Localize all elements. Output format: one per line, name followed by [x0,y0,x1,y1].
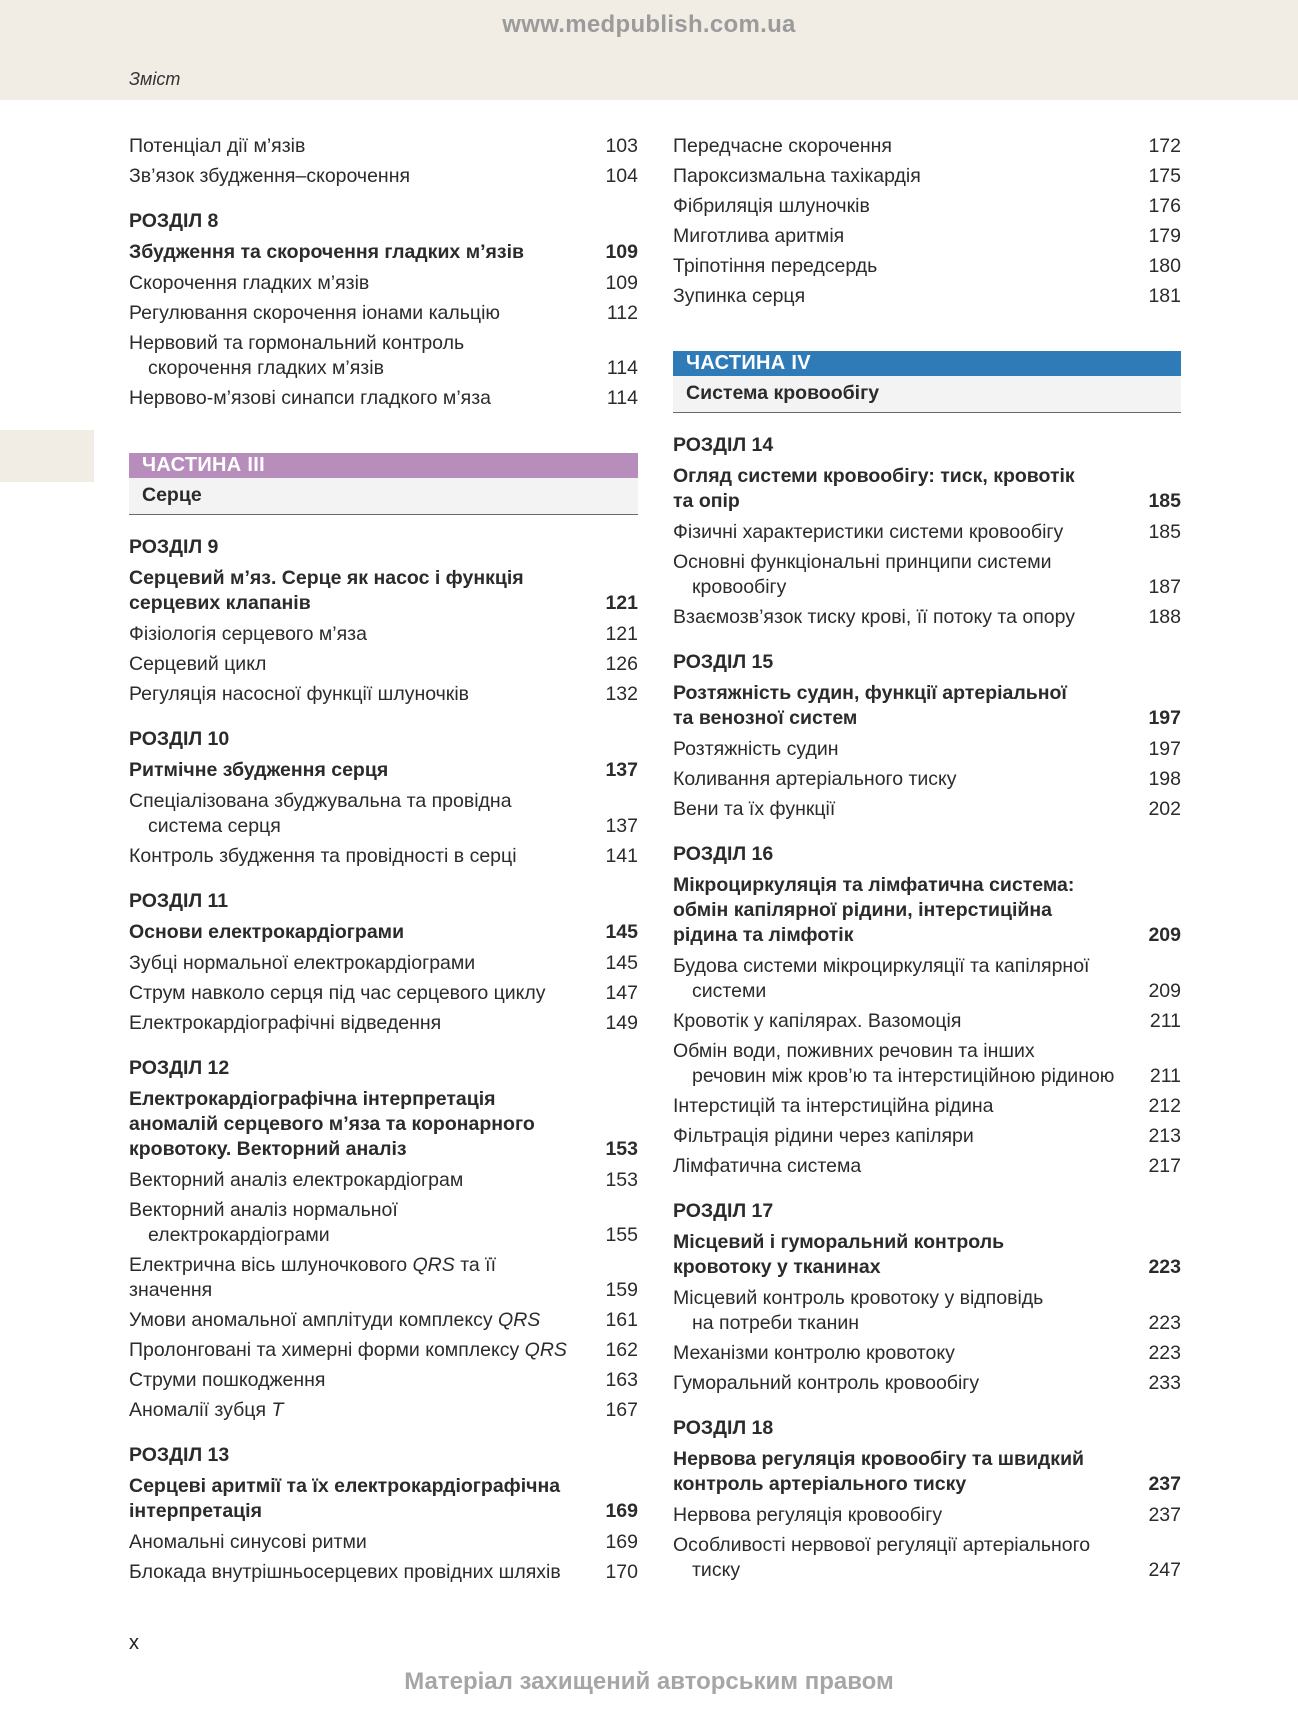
toc-entry [673,1371,1181,1396]
toc-entry-title [673,134,1133,159]
toc-entry-title-text: Струми пошкодження [129,1369,326,1391]
toc-entry-title-text: Нервово-м’язові синапси гладкого м’яза [129,387,491,409]
toc-entry-title [129,652,590,677]
toc-entry-title-text: Серцевий цикл [129,653,267,675]
toc-entry-title-text: Будова системи мікроциркуляції та капілярної [673,955,1090,977]
toc-entry-title-text: Контроль збудження та провідності в серці [129,845,517,867]
part-label: ЧАСТИНА IV [673,351,1181,376]
toc-entry-page: 175 [1148,165,1181,187]
chapter-page: 223 [1148,1256,1181,1278]
chapter-label: РОЗДІЛ 13 [129,1444,230,1466]
toc-entry-title [129,1338,590,1363]
toc-entry-title-text: Обмін води, поживних речовин та інших [673,1040,1035,1062]
chapter-title-line: контроль артеріального тиску [673,1473,967,1495]
part-title: Серце [129,478,638,515]
toc-entry [129,1168,638,1193]
toc-entry-title [129,951,590,976]
chapter-title-line: обмін капілярної рідини, інтерстиційна [673,899,1053,921]
toc-entry-title-tail: та її значення [129,1254,497,1301]
toc-entry-title [129,164,590,189]
toc-entry-page: 198 [1148,768,1181,790]
toc-entry-title-text: Нервова регуляція кровообігу [673,1504,943,1526]
chapter-title [129,1474,638,1524]
chapter-label: РОЗДІЛ 14 [673,434,774,456]
toc-entry-title-text: Тріпотіння передсердь [673,255,878,277]
chapter-page: 153 [605,1138,638,1160]
chapter-label: РОЗДІЛ 11 [129,890,229,912]
toc-entry [129,981,638,1006]
chapter-title-line: Електрокардіографічна інтерпретація [129,1088,496,1110]
toc-entry-title-text: Струм навколо серця під час серцевого циклу [129,982,546,1004]
toc-entry [673,1286,1181,1336]
toc-entry [673,1039,1181,1089]
toc-entry-title [673,194,1133,219]
chapter-title-line: кровотоку у тканинах [673,1256,881,1278]
chapter-label: РОЗДІЛ 16 [673,843,774,865]
toc-entry-title-text: Взаємозв’язок тиску крові, її потоку та опору [673,606,1076,628]
toc-entry-title-text: Зубці нормальної електрокардіограми [129,952,476,974]
toc-entry-title-text: Електрична вісь шлуночкового [129,1254,413,1276]
toc-entry [673,1533,1181,1583]
chapter-page: 237 [1148,1473,1181,1495]
toc-entry-title [129,1198,590,1248]
chapter-title [129,758,638,783]
toc-entry [129,1338,638,1363]
toc-entry-title [673,284,1133,309]
chapter-page: 185 [1148,490,1181,512]
chapter-title-line: та венозної систем [673,707,858,729]
toc-entry-title [673,164,1133,189]
toc-entry-page: 109 [605,272,638,294]
chapter-title-text [673,873,1133,948]
toc-entry-title-text: Зв’язок збудження–скорочення [129,165,411,187]
toc-entry-title-text: Вени та їх функції [673,798,836,820]
chapter-title-line: рідина та лімфотік [673,924,854,946]
toc-entry-title-text: Місцевий контроль кровотоку у відповідь [673,1287,1044,1309]
toc-entry-title [673,1286,1133,1336]
chapter-page: 145 [605,921,638,943]
chapter-title-line: Серцевий м’яз. Серце як насос і функція [129,567,524,589]
toc-entry-title-text: Пароксизмальна тахікардія [673,165,921,187]
chapter-title-text [673,1230,1133,1280]
toc-entry [129,134,638,159]
chapter-title-line: Місцевий і гуморальний контроль [673,1231,1005,1253]
toc-entry-title-text: Передчасне скорочення [673,135,892,157]
toc-entry-page: 187 [1148,576,1181,598]
toc-entry-title [129,1011,590,1036]
toc-entry [673,254,1181,279]
toc-entry-title-text: Кровотік у капілярах. Вазомоція [673,1010,962,1032]
toc-entry [673,520,1181,545]
toc-entry-title [129,1530,590,1555]
toc-entry-page: 155 [605,1224,638,1246]
toc-entry-page: 167 [605,1399,638,1421]
toc-entry-page: 212 [1148,1095,1181,1117]
part-label: ЧАСТИНА III [129,453,638,478]
toc-entry-title-text: Розтяжність судин [673,738,839,760]
chapter-title-line: серцевих клапанів [129,592,311,614]
toc-entry [129,1253,638,1303]
toc-entry-title [673,1341,1133,1366]
toc-entry [673,1124,1181,1149]
toc-entry [673,1503,1181,1528]
toc-entry-title-continued: скорочення гладких м’язів [148,357,384,379]
toc-entry [673,1009,1181,1034]
toc-entry-title-text: Лімфатична система [673,1155,862,1177]
chapter-label: РОЗДІЛ 10 [129,728,230,750]
toc-entry-title [129,134,590,159]
toc-entry-page: 213 [1148,1125,1181,1147]
toc-entry-page: 217 [1148,1155,1181,1177]
toc-entry-page: 202 [1148,798,1181,820]
chapter-label: РОЗДІЛ 15 [673,651,774,673]
toc-entry-title-text: Умови аномальної амплітуди комплексу [129,1309,499,1331]
toc-entry-title-continued: на потреби тканин [692,1312,860,1334]
toc-entry-page: 121 [605,623,638,645]
toc-entry [129,331,638,381]
toc-entry [129,1530,638,1555]
toc-entry-title [673,954,1133,1004]
toc-entry-title [129,981,590,1006]
chapter-title-line: Розтяжність судин, функції артеріальної [673,682,1067,704]
toc-entry-title-text: Спеціалізована збуджувальна та провідна [129,790,512,812]
toc-entry-page: 247 [1148,1559,1181,1581]
toc-entry [673,284,1181,309]
toc-entry [129,1398,638,1423]
toc-entry-page: 149 [605,1012,638,1034]
toc-entry [129,271,638,296]
part-title: Система кровообігу [673,376,1181,413]
toc-entry [673,1154,1181,1179]
part-block [129,453,638,515]
toc-entry-title-text: Зупинка серця [673,285,806,307]
toc-entry-page: 163 [605,1369,638,1391]
toc-entry-page: 141 [605,845,638,867]
side-tab-marker [0,430,94,482]
toc-entry-title [673,1533,1133,1583]
toc-entry-page: 104 [605,165,638,187]
toc-entry-title-text: Основні функціональні принципи системи [673,551,1052,573]
toc-entry-page: 114 [606,387,638,409]
toc-entry [673,134,1181,159]
chapter-title [673,1230,1181,1280]
toc-entry-title-text: Особливості нервової регуляції артеріального [673,1534,1091,1556]
toc-entry [673,737,1181,762]
toc-left-column [129,134,638,1590]
toc-entry-title [673,224,1133,249]
toc-entry [673,767,1181,792]
toc-entry-page: 188 [1148,606,1181,628]
toc-entry-page: 197 [1148,738,1181,760]
toc-entry [673,1094,1181,1119]
toc-entry-title [673,1154,1133,1179]
chapter-title-text [129,240,590,265]
toc-entry-title-continued: тиску [692,1559,741,1581]
toc-entry-page: 159 [605,1279,638,1301]
toc-entry-title [129,1253,590,1303]
toc-entry-title-text: Коливання артеріального тиску [673,768,957,790]
chapter-title-line: аномалій серцевого м’яза та коронарного [129,1113,535,1135]
toc-entry-title-continued: кровообігу [692,576,787,598]
toc-entry-page: 103 [605,135,638,157]
toc-entry [129,1198,638,1248]
toc-entry-italic: QRS [412,1254,455,1276]
chapter-title-line: Основи електрокардіограми [129,921,405,943]
toc-entry-title-text: Векторний аналіз електрокардіограм [129,1169,464,1191]
toc-entry-title [129,1168,590,1193]
toc-entry-title [129,844,590,869]
toc-entry [129,652,638,677]
toc-entry-italic: T [271,1399,284,1421]
toc-entry [129,951,638,976]
toc-entry-page: 153 [605,1169,638,1191]
toc-entry-title-text: Гуморальний контроль кровообігу [673,1372,980,1394]
toc-entry-page: 181 [1148,285,1181,307]
toc-entry-italic: QRS [498,1309,541,1331]
part-block [673,351,1181,413]
toc-entry-title [673,254,1133,279]
toc-entry [129,789,638,839]
toc-entry-page: 209 [1148,980,1181,1002]
chapter-title-text [129,758,590,783]
toc-entry-title-text: Скорочення гладких м’язів [129,272,370,294]
toc-entry [129,386,638,411]
toc-entry-title [673,520,1133,545]
running-head: Зміст [129,69,181,89]
chapter-title-text [129,1087,590,1162]
toc-entry-page: 185 [1148,521,1181,543]
toc-entry-title-text: Блокада внутрішньосерцевих провідних шляхів [129,1561,561,1583]
chapter-page: 137 [605,759,638,781]
chapter-title-text [673,464,1133,514]
toc-entry [129,1368,638,1393]
toc-entry-title-text: Аномальні синусові ритми [129,1531,367,1553]
chapter-title-text [673,1447,1133,1497]
toc-entry-title [673,1009,1133,1034]
toc-entry-page: 169 [605,1531,638,1553]
toc-entry-title-text: Фільтрація рідини через капіляри [673,1125,974,1147]
toc-entry-title-text: Векторний аналіз нормальної [129,1199,398,1221]
chapter-title-line: Нервова регуляція кровообігу та швидкий [673,1448,1085,1470]
chapter-title-line: кровотоку. Векторний аналіз [129,1138,407,1160]
toc-entry-title [673,1371,1133,1396]
toc-entry-page: 211 [1149,1010,1181,1032]
toc-entry-title [129,1560,590,1585]
toc-entry-title-text: Фізіологія серцевого м’яза [129,623,367,645]
toc-entry-italic: QRS [524,1339,567,1361]
toc-right-column [673,134,1181,1588]
toc-entry [129,622,638,647]
toc-entry-title [129,1368,590,1393]
toc-entry-title-text: Регулювання скорочення іонами кальцію [129,302,501,324]
toc-entry-title [129,682,590,707]
toc-entry-title [673,550,1133,600]
chapter-label: РОЗДІЛ 8 [129,210,219,232]
toc-entry-title-text: Пролонговані та химерні форми комплексу [129,1339,525,1361]
toc-entry-page: 170 [605,1561,638,1583]
toc-entry [673,605,1181,630]
site-url-watermark: www.medpublish.com.ua [502,11,796,38]
toc-entry [129,1308,638,1333]
chapter-page: 209 [1148,924,1181,946]
toc-entry-title-text: Аномалії зубця [129,1399,272,1421]
toc-entry-page: 161 [605,1309,638,1331]
chapter-title [673,1447,1181,1497]
toc-entry-title [129,386,590,411]
toc-entry-title-text: Механізми контролю кровотоку [673,1342,955,1364]
chapter-page: 169 [605,1500,638,1522]
chapter-label: РОЗДІЛ 17 [673,1200,774,1222]
chapter-title [673,681,1181,731]
chapter-title [129,566,638,616]
toc-entry [673,1341,1181,1366]
toc-entry-page: 132 [605,683,638,705]
chapter-title-line: інтерпретація [129,1500,262,1522]
toc-entry-title-continued: система серця [148,815,281,837]
chapter-page: 197 [1148,707,1181,729]
toc-entry-title-text: Нервовий та гормональний контроль [129,332,465,354]
chapter-label: РОЗДІЛ 9 [129,536,219,558]
toc-entry-title-text: Фібриляція шлуночків [673,195,870,217]
toc-entry-page: 145 [605,952,638,974]
toc-entry-title [129,1308,590,1333]
toc-entry [673,164,1181,189]
toc-entry-page: 223 [1148,1312,1181,1334]
toc-entry [673,224,1181,249]
toc-entry-title-text: Миготлива аритмія [673,225,845,247]
toc-entry-title-text: Потенціал дії м’язів [129,135,306,157]
toc-entry-title-text: Регуляція насосної функції шлуночків [129,683,470,705]
toc-entry [129,301,638,326]
toc-entry-title [673,797,1133,822]
chapter-title [673,464,1181,514]
toc-entry [673,194,1181,219]
chapter-title-text [673,681,1133,731]
toc-entry-page: 176 [1148,195,1181,217]
toc-entry-page: 126 [605,653,638,675]
chapter-title-line: та опір [673,490,740,512]
chapter-label: РОЗДІЛ 12 [129,1057,230,1079]
toc-entry-title-continued: електрокардіограми [148,1224,330,1246]
toc-entry-title [129,301,590,326]
toc-entry-title [673,767,1133,792]
chapter-title-line: Ритмічне збудження серця [129,759,389,781]
toc-entry-title [673,1094,1133,1119]
page-number: x [129,1632,139,1654]
toc-entry-page: 237 [1148,1504,1181,1526]
toc-entry [129,164,638,189]
chapter-title [129,920,638,945]
toc-entry-title-continued: речовин між кров’ю та інтерстиційною рідиною [692,1065,1115,1087]
chapter-title-line: Огляд системи кровообігу: тиск, кровотік [673,465,1075,487]
toc-entry-title-continued: системи [692,980,767,1002]
chapter-title [129,1087,638,1162]
toc-entry-title [673,737,1133,762]
toc-entry-page: 233 [1148,1372,1181,1394]
chapter-page: 109 [605,241,638,263]
toc-entry [673,550,1181,600]
toc-entry-title [129,789,590,839]
toc-entry-title [673,605,1133,630]
toc-entry-page: 137 [605,815,638,837]
toc-entry-title [129,331,590,381]
toc-entry [673,797,1181,822]
toc-entry-title-text: Фізичні характеристики системи кровообігу [673,521,1064,543]
toc-entry-title-text: Інтерстицій та інтерстиційна рідина [673,1095,994,1117]
toc-entry-title [129,622,590,647]
toc-entry-page: 211 [1149,1065,1181,1087]
chapter-title [129,240,638,265]
toc-entry-page: 172 [1148,135,1181,157]
toc-entry-title [673,1039,1133,1089]
toc-entry [673,954,1181,1004]
toc-entry-title [129,1398,590,1423]
chapter-title-text [129,1474,590,1524]
toc-entry [129,844,638,869]
toc-entry-page: 114 [606,357,638,379]
chapter-title-line: Серцеві аритмії та їх електрокардіографічна [129,1475,561,1497]
chapter-title-line: Збудження та скорочення гладких м’язів [129,241,525,263]
toc-entry-title [129,271,590,296]
toc-entry [129,1011,638,1036]
chapter-title-text [129,566,590,616]
toc-entry-page: 162 [605,1339,638,1361]
chapter-page: 121 [605,592,638,614]
toc-entry-page: 223 [1148,1342,1181,1364]
toc-entry-page: 179 [1148,225,1181,247]
chapter-title [673,873,1181,948]
toc-entry-title [673,1503,1133,1528]
chapter-label: РОЗДІЛ 18 [673,1417,774,1439]
toc-entry-page: 112 [606,302,638,324]
toc-entry [129,1560,638,1585]
toc-entry [129,682,638,707]
chapter-title-text [129,920,590,945]
toc-entry-page: 147 [605,982,638,1004]
toc-entry-title-text: Електрокардіографічні відведення [129,1012,442,1034]
copyright-note: Матеріал захищений авторським правом [404,1668,894,1695]
toc-entry-page: 180 [1148,255,1181,277]
toc-entry-title [673,1124,1133,1149]
chapter-title-line: Мікроциркуляція та лімфатична система: [673,874,1075,896]
